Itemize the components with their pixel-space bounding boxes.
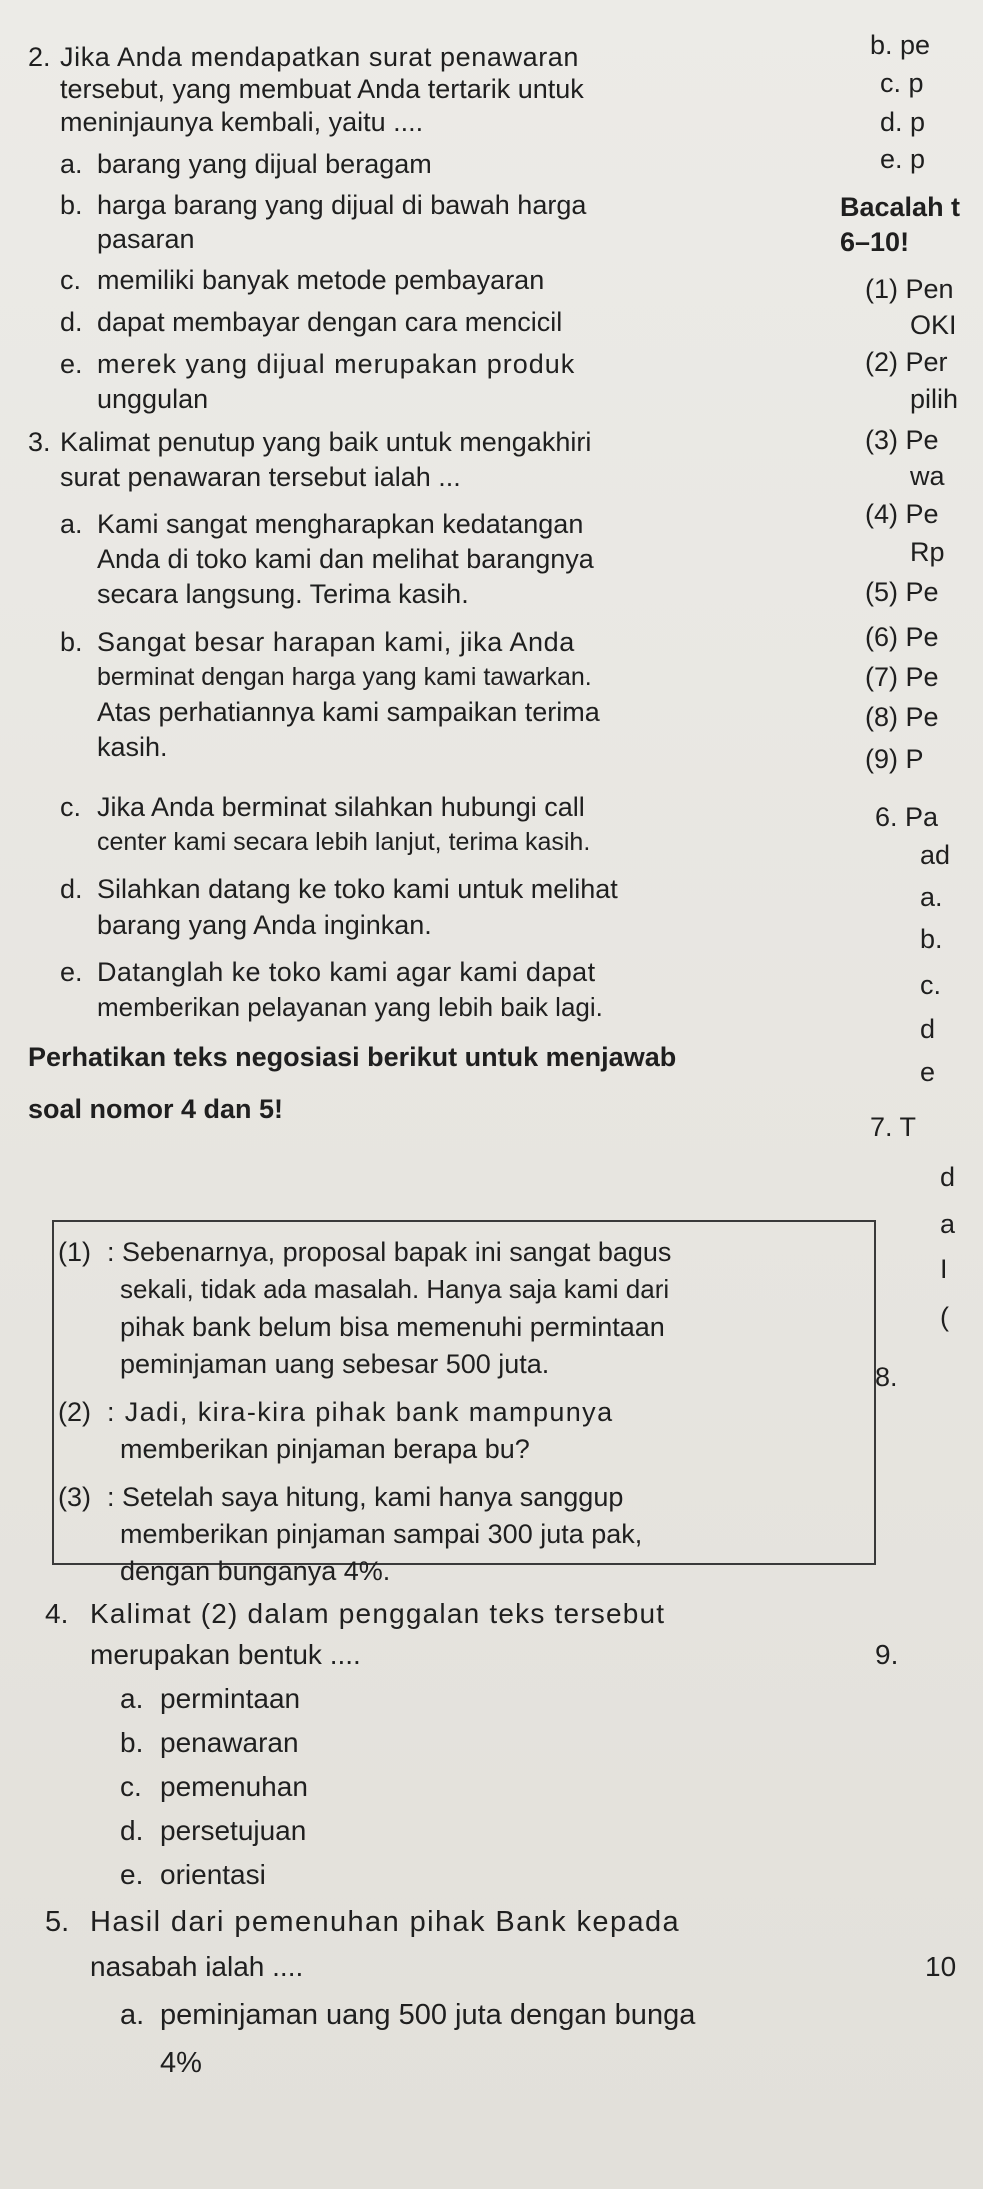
right-fragment: ( bbox=[940, 1302, 949, 1332]
option-text: berminat dengan harga yang kami tawarkan. bbox=[97, 663, 592, 691]
dialogue-line: : Jadi, kira-kira pihak bank mampunya bbox=[107, 1397, 614, 1427]
option-text: peminjaman uang 500 juta dengan bunga bbox=[160, 1999, 696, 2031]
question-stem-line: nasabah ialah .... bbox=[90, 1951, 304, 1982]
dialogue-line: : Sebenarnya, proposal bapak ini sangat bagus bbox=[107, 1237, 672, 1267]
option-letter: b. bbox=[120, 1727, 144, 1758]
option-text: 4% bbox=[160, 2047, 202, 2079]
option-text: permintaan bbox=[160, 1683, 301, 1714]
option-text: merek yang dijual merupakan produk bbox=[97, 349, 576, 379]
option-letter: a. bbox=[60, 509, 83, 539]
right-fragment: d bbox=[940, 1162, 956, 1192]
option-text: memberikan pelayanan yang lebih baik lagi. bbox=[97, 992, 603, 1022]
option-letter: c. bbox=[120, 1771, 142, 1802]
option-text: memiliki banyak metode pembayaran bbox=[97, 265, 545, 295]
question-number: 3. bbox=[28, 427, 51, 457]
right-fragment: e. p bbox=[880, 144, 926, 174]
option-letter: e. bbox=[60, 957, 83, 987]
option-text: barang yang Anda inginkan. bbox=[97, 910, 432, 940]
option-text: penawaran bbox=[160, 1727, 299, 1758]
option-letter: d. bbox=[60, 874, 83, 904]
option-text: Sangat besar harapan kami, jika Anda bbox=[97, 627, 575, 657]
right-fragment: (8) Pe bbox=[865, 702, 939, 732]
option-text: pasaran bbox=[97, 224, 195, 254]
option-letter: a. bbox=[120, 1683, 144, 1714]
right-fragment: 6–10! bbox=[840, 227, 910, 257]
instruction-line: soal nomor 4 dan 5! bbox=[28, 1094, 284, 1124]
option-text: Atas perhatiannya kami sampaikan terima bbox=[97, 697, 600, 727]
option-text: secara langsung. Terima kasih. bbox=[97, 579, 469, 609]
right-fragment: d bbox=[920, 1014, 936, 1044]
option-letter: a. bbox=[120, 1999, 145, 2031]
question-number: 2. bbox=[28, 42, 51, 72]
option-text: persetujuan bbox=[160, 1815, 307, 1846]
right-fragment: (1) Pen bbox=[865, 274, 954, 304]
dialogue-number: (3) bbox=[58, 1482, 91, 1512]
option-text: barang yang dijual beragam bbox=[97, 149, 432, 179]
option-text: Jika Anda berminat silahkan hubungi call bbox=[97, 792, 585, 822]
right-fragment: Bacalah t bbox=[840, 192, 961, 222]
question-stem-line: Kalimat (2) dalam penggalan teks tersebut bbox=[90, 1598, 666, 1629]
right-fragment: 6. Pa bbox=[875, 802, 939, 832]
right-fragment: (9) P bbox=[865, 744, 924, 774]
dialogue-line: : Setelah saya hitung, kami hanya sanggup bbox=[107, 1482, 624, 1512]
right-fragment: wa bbox=[910, 461, 945, 491]
right-fragment: (5) Pe bbox=[865, 577, 939, 607]
right-fragment: (7) Pe bbox=[865, 662, 939, 692]
option-letter: c. bbox=[60, 265, 82, 295]
dialogue-line: memberikan pinjaman sampai 300 juta pak, bbox=[120, 1519, 643, 1549]
option-text: dapat membayar dengan cara mencicil bbox=[97, 307, 563, 337]
right-fragment: c. bbox=[920, 970, 942, 1000]
right-fragment: d. p bbox=[880, 107, 926, 137]
right-fragment: (2) Per bbox=[865, 347, 948, 377]
option-letter: e. bbox=[60, 349, 83, 379]
option-letter: a. bbox=[60, 149, 83, 179]
question-number: 4. bbox=[45, 1598, 69, 1629]
option-letter: c. bbox=[60, 792, 82, 822]
right-fragment: I bbox=[940, 1254, 948, 1284]
right-fragment: a. bbox=[920, 882, 943, 912]
option-text: Datanglah ke toko kami agar kami dapat bbox=[97, 957, 596, 987]
question-stem-line: tersebut, yang membuat Anda tertarik untuk bbox=[60, 74, 584, 104]
option-text: center kami secara lebih lanjut, terima kasih. bbox=[97, 828, 591, 856]
dialogue-line: memberikan pinjaman berapa bu? bbox=[120, 1434, 530, 1464]
right-fragment: 8. bbox=[875, 1362, 898, 1392]
question-stem-line: Kalimat penutup yang baik untuk mengakhiri bbox=[60, 427, 592, 457]
option-text: Anda di toko kami dan melihat barangnya bbox=[97, 544, 594, 574]
right-fragment: (3) Pe bbox=[865, 425, 939, 455]
option-letter: d. bbox=[120, 1815, 144, 1846]
right-fragment: (4) Pe bbox=[865, 499, 939, 529]
dialogue-number: (1) bbox=[58, 1237, 91, 1267]
right-fragment: Rp bbox=[910, 537, 945, 567]
option-text: pemenuhan bbox=[160, 1771, 308, 1802]
right-fragment: b. pe bbox=[870, 30, 931, 60]
option-text: harga barang yang dijual di bawah harga bbox=[97, 190, 587, 220]
dialogue-line: sekali, tidak ada masalah. Hanya saja kami dari bbox=[120, 1274, 670, 1304]
option-letter: d. bbox=[60, 307, 83, 337]
right-fragment: 7. T bbox=[870, 1112, 917, 1142]
right-fragment: e bbox=[920, 1057, 936, 1087]
right-fragment: b. bbox=[920, 924, 943, 954]
dialogue-line: peminjaman uang sebesar 500 juta. bbox=[120, 1349, 550, 1379]
right-fragment: OKI bbox=[910, 310, 957, 340]
right-column-cropped bbox=[820, 0, 983, 2189]
instruction-line: Perhatikan teks negosiasi berikut untuk menjawab bbox=[28, 1042, 677, 1072]
dialogue-line: pihak bank belum bisa memenuhi permintaan bbox=[120, 1312, 665, 1342]
option-text: Silahkan datang ke toko kami untuk melihat bbox=[97, 874, 618, 904]
question-stem-line: meninjaunya kembali, yaitu .... bbox=[60, 107, 424, 137]
right-fragment: c. p bbox=[880, 68, 924, 98]
dialogue-line: dengan bunganya 4%. bbox=[120, 1556, 391, 1586]
question-number: 5. bbox=[45, 1906, 70, 1938]
right-fragment: 10 bbox=[925, 1951, 957, 1982]
right-fragment: ad bbox=[920, 840, 951, 870]
option-text: unggulan bbox=[97, 384, 209, 414]
question-stem-line: Hasil dari pemenuhan pihak Bank kepada bbox=[90, 1906, 681, 1938]
right-fragment: pilih bbox=[910, 384, 959, 414]
option-letter: b. bbox=[60, 627, 83, 657]
right-fragment: a bbox=[940, 1209, 956, 1239]
question-stem-line: merupakan bentuk .... bbox=[90, 1639, 361, 1670]
question-stem-line: surat penawaran tersebut ialah ... bbox=[60, 462, 461, 492]
dialogue-number: (2) bbox=[58, 1397, 91, 1427]
right-fragment: (6) Pe bbox=[865, 622, 939, 652]
option-letter: e. bbox=[120, 1859, 144, 1890]
option-letter: b. bbox=[60, 190, 83, 220]
option-text: Kami sangat mengharapkan kedatangan bbox=[97, 509, 584, 539]
right-fragment: 9. bbox=[875, 1639, 899, 1670]
question-stem-line: Jika Anda mendapatkan surat penawaran bbox=[60, 42, 580, 72]
option-text: orientasi bbox=[160, 1859, 266, 1890]
option-text: kasih. bbox=[97, 732, 168, 762]
